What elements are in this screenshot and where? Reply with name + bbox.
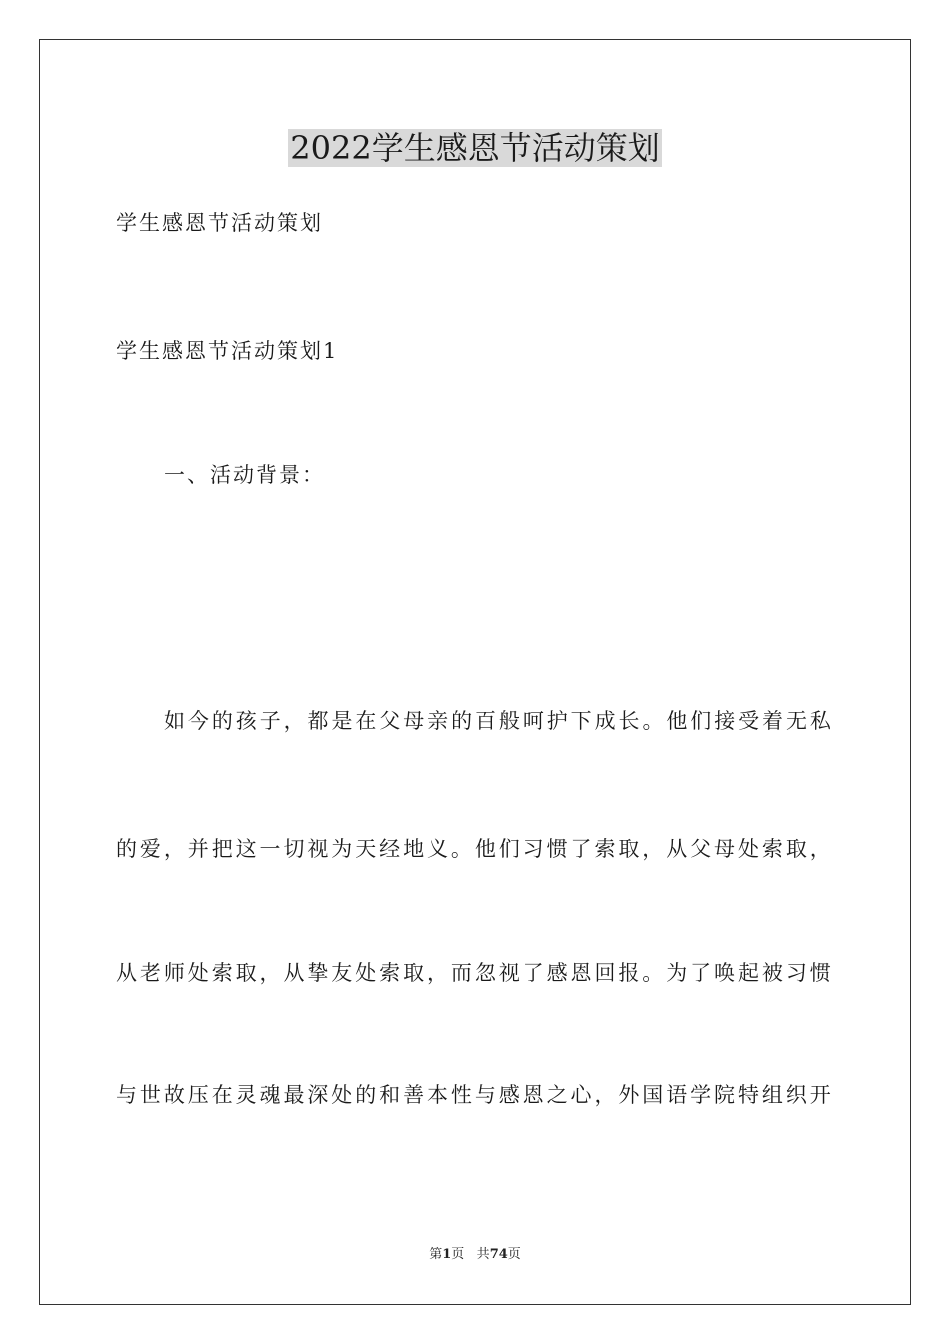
body-char: 接: [714, 709, 736, 733]
body-char: 惯: [546, 837, 568, 861]
body-char: 习: [785, 961, 807, 985]
body-char: 而: [450, 961, 472, 985]
body-char: 这: [235, 837, 257, 861]
body-char: 索: [379, 961, 401, 985]
body-char: 父: [690, 837, 712, 861]
body-char: 组: [761, 1083, 783, 1107]
body-char: 魂: [259, 1083, 281, 1107]
body-char: 了: [570, 837, 592, 861]
body-char: 如: [164, 709, 185, 733]
body-char: ，: [809, 837, 831, 861]
footer-page-suffix: 页: [451, 1247, 465, 1262]
body-char: 的: [355, 1083, 377, 1107]
body-char: 般: [498, 709, 520, 733]
body-char: 回: [594, 961, 616, 985]
body-char: 友: [331, 961, 353, 985]
body-char: 最: [283, 1083, 305, 1107]
body-char: 为: [331, 837, 353, 861]
body-char: 挚: [307, 961, 329, 985]
body-char: 本: [426, 1083, 448, 1107]
body-char: 与: [474, 1083, 496, 1107]
body-char: 深: [307, 1083, 329, 1107]
body-char: 百: [474, 709, 496, 733]
body-char: 处: [331, 1083, 353, 1107]
body-char: 习: [522, 837, 544, 861]
body-char: 着: [762, 709, 784, 733]
footer-page-current: 1: [442, 1247, 452, 1262]
body-char: 处: [187, 961, 209, 985]
body-char: 起: [737, 961, 759, 985]
body-char: 的: [211, 709, 233, 733]
body-char: 取: [618, 837, 640, 861]
footer-page-prefix: 第: [429, 1247, 443, 1262]
body-char: 织: [785, 1083, 807, 1107]
body-char: 长: [618, 709, 640, 733]
body-char: 。: [642, 709, 664, 733]
body-char: 恩: [570, 961, 592, 985]
body-char: 他: [474, 837, 496, 861]
body-char: 被: [761, 961, 783, 985]
page-footer: [0, 1246, 950, 1264]
body-char: 呵: [522, 709, 544, 733]
body-char: 从: [666, 837, 688, 861]
body-char: 特: [737, 1083, 759, 1107]
body-char: ，: [642, 837, 664, 861]
body-char: 感: [498, 1083, 520, 1107]
body-line: [116, 958, 831, 988]
body-char: 今: [187, 709, 209, 733]
body-char: 一: [259, 837, 281, 861]
body-char: 处: [737, 837, 759, 861]
body-char: ，: [163, 837, 185, 861]
body-char: 了: [690, 961, 712, 985]
body-char: 把: [211, 837, 233, 861]
body-char: 亲: [427, 709, 449, 733]
body-char: 父: [379, 709, 401, 733]
body-char: 的: [451, 709, 473, 733]
body-char: 地: [403, 837, 425, 861]
body-char: 索: [211, 961, 233, 985]
body-char: 母: [714, 837, 736, 861]
body-line: [116, 834, 831, 864]
body-char: 与: [116, 1083, 137, 1107]
body-char: 义: [426, 837, 448, 861]
body-char: 受: [738, 709, 760, 733]
body-line: [164, 706, 831, 736]
body-char: 子: [259, 709, 281, 733]
body-char: 成: [594, 709, 616, 733]
footer-total-prefix: 共: [476, 1247, 490, 1262]
body-char: 母: [403, 709, 425, 733]
body-char: 心: [570, 1083, 592, 1107]
body-char: ，: [426, 961, 448, 985]
body-char: 善: [403, 1083, 425, 1107]
body-char: 之: [546, 1083, 568, 1107]
body-char: 的: [116, 837, 137, 861]
body-char: 故: [163, 1083, 185, 1107]
body-char: 爱: [139, 837, 161, 861]
body-char: 灵: [235, 1083, 257, 1107]
body-char: 世: [139, 1083, 161, 1107]
body-char: 报: [618, 961, 640, 985]
body-char: 们: [690, 709, 712, 733]
body-char: 院: [714, 1083, 736, 1107]
footer-total-suffix: 页: [507, 1247, 521, 1262]
document-title: [0, 128, 950, 168]
body-char: 。: [450, 837, 472, 861]
body-char: 压: [187, 1083, 209, 1107]
body-char: 们: [498, 837, 520, 861]
body-char: 开: [809, 1083, 831, 1107]
section-heading: 学生感恩节活动策划1: [116, 339, 339, 363]
body-char: 恩: [522, 1083, 544, 1107]
body-char: 为: [666, 961, 688, 985]
body-char: 护: [546, 709, 568, 733]
footer-page-total: 74: [489, 1247, 508, 1262]
body-char: 视: [498, 961, 520, 985]
document-title-text: 2022学生感恩节活动策划: [290, 129, 660, 167]
body-char: 视: [307, 837, 329, 861]
body-char: 外: [618, 1083, 640, 1107]
body-char: 忽: [474, 961, 496, 985]
body-char: 学: [690, 1083, 712, 1107]
body-char: 是: [331, 709, 353, 733]
body-char: 国: [642, 1083, 664, 1107]
body-char: 性: [450, 1083, 472, 1107]
body-char: 并: [187, 837, 209, 861]
body-char: 天: [355, 837, 377, 861]
body-char: 下: [570, 709, 592, 733]
item-heading: 一、活动背景：: [164, 463, 325, 487]
document-subtitle: 学生感恩节活动策划: [116, 211, 323, 235]
body-char: 私: [809, 709, 831, 733]
body-char: 切: [283, 837, 305, 861]
body-char: 感: [546, 961, 568, 985]
body-char: 经: [379, 837, 401, 861]
body-char: 老: [139, 961, 161, 985]
body-line: [116, 1080, 831, 1110]
body-char: 取: [785, 837, 807, 861]
body-char: ，: [594, 1083, 616, 1107]
body-char: 和: [379, 1083, 401, 1107]
body-char: 索: [594, 837, 616, 861]
body-char: 取: [235, 961, 257, 985]
body-char: 从: [116, 961, 137, 985]
body-char: 取: [403, 961, 425, 985]
body-char: 语: [666, 1083, 688, 1107]
body-char: 索: [761, 837, 783, 861]
body-char: 唤: [714, 961, 736, 985]
body-char: 惯: [809, 961, 831, 985]
body-char: ，: [259, 961, 281, 985]
body-char: 从: [283, 961, 305, 985]
body-char: 处: [355, 961, 377, 985]
body-char: 师: [163, 961, 185, 985]
body-char: ，: [283, 709, 305, 733]
body-char: 在: [211, 1083, 233, 1107]
body-char: 无: [785, 709, 807, 733]
body-char: 都: [307, 709, 329, 733]
body-char: 孩: [235, 709, 257, 733]
body-char: 。: [642, 961, 664, 985]
body-char: 他: [666, 709, 688, 733]
body-char: 了: [522, 961, 544, 985]
body-char: 在: [355, 709, 377, 733]
